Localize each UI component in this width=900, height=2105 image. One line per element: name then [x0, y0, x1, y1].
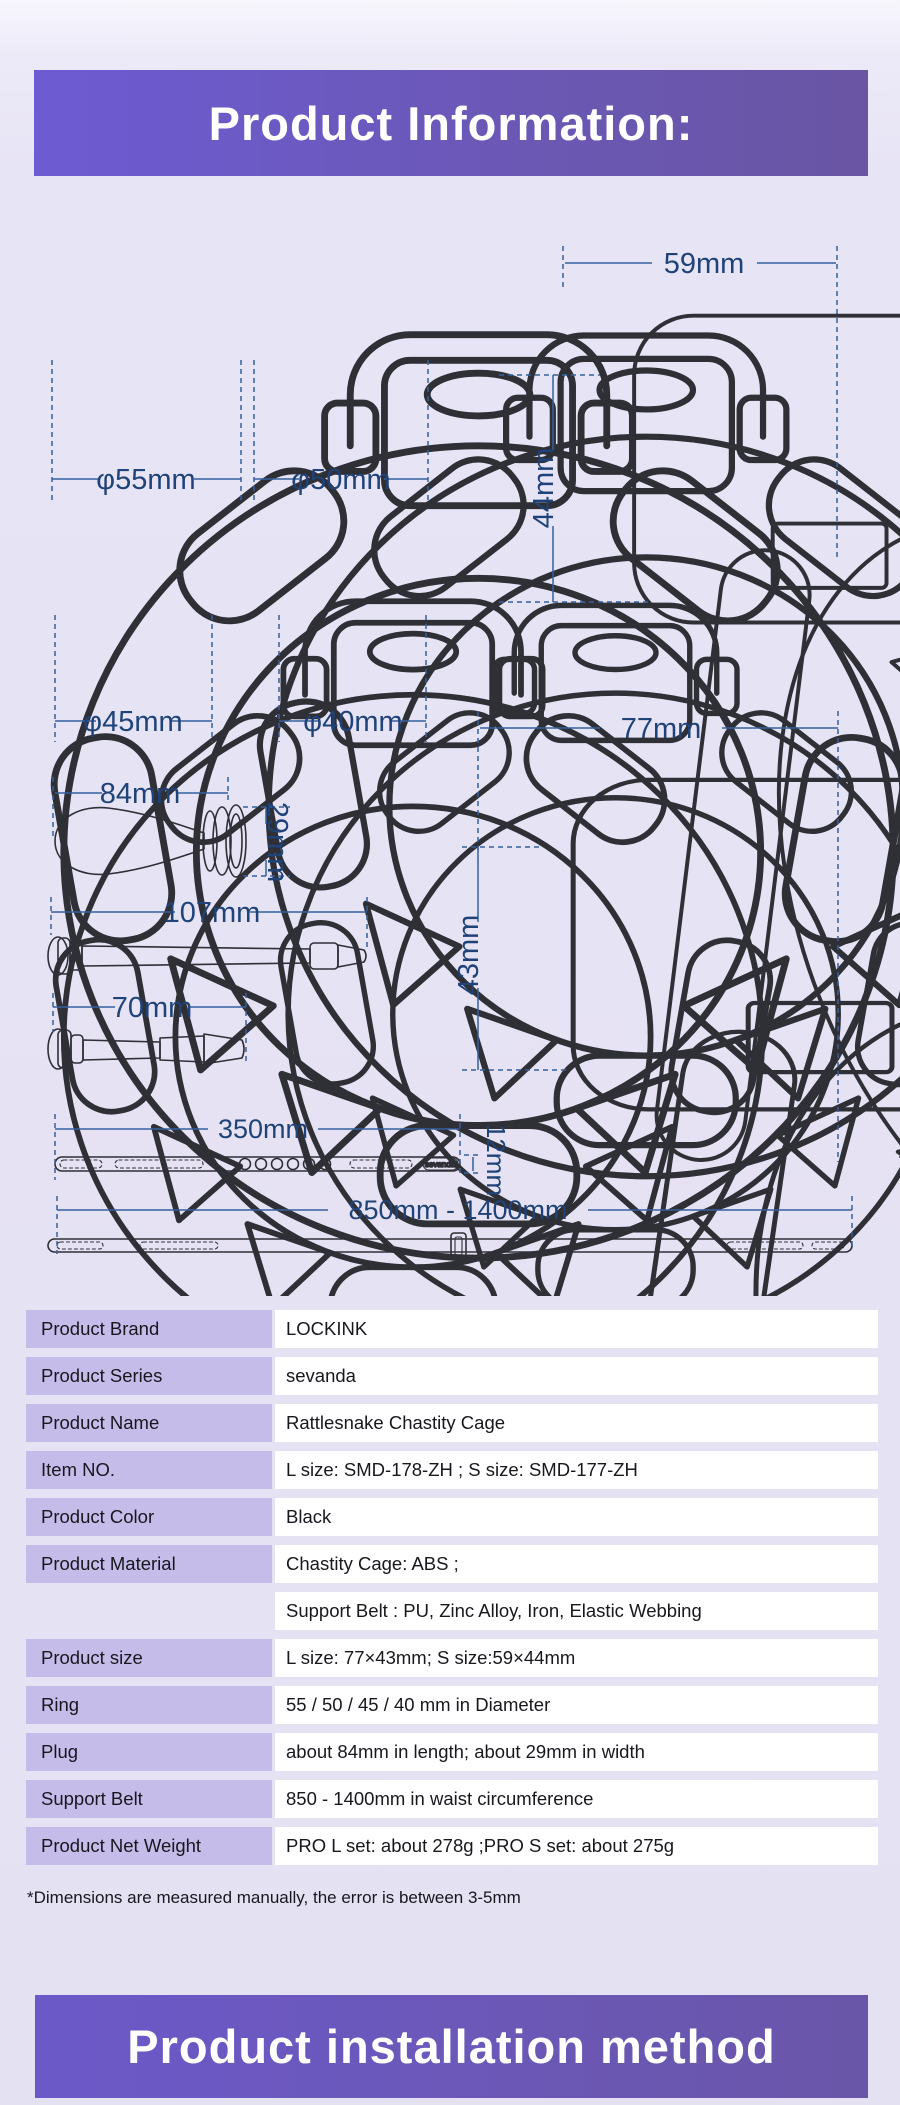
- table-row: [26, 1451, 878, 1489]
- dim-label-cage-large-width: 77mm: [620, 713, 702, 745]
- dim-label-cage-small-width: 59mm: [663, 248, 745, 280]
- table-row: [26, 1592, 878, 1630]
- dimension-diagram: [0, 176, 900, 1296]
- dim-label-strap-thickness: 12mm: [481, 1123, 511, 1197]
- dim-label-ring-55: φ55mm: [96, 464, 196, 496]
- spec-label: Product Color: [26, 1498, 272, 1536]
- section-title: Product Information:: [208, 96, 694, 150]
- table-row: [26, 1686, 878, 1724]
- table-row: [26, 1639, 878, 1677]
- dim-label-plug-length: 84mm: [99, 778, 181, 810]
- ring-50mm-drawing: [253, 335, 900, 1176]
- spec-label: Product Net Weight: [26, 1827, 272, 1865]
- dim-label-plug-width: 29mm: [261, 801, 293, 883]
- plug-drawing: [55, 805, 246, 877]
- table-row: [26, 1357, 878, 1395]
- spec-label: Product Name: [26, 1404, 272, 1442]
- table-row: [26, 1780, 878, 1818]
- spec-label: Ring: [26, 1686, 272, 1724]
- spec-label: Plug: [26, 1733, 272, 1771]
- spec-label: Item NO.: [26, 1451, 272, 1489]
- spec-table: [26, 1310, 878, 1874]
- dim-ring-45mm: [55, 615, 212, 742]
- section-title: Product installation method: [127, 2020, 776, 2073]
- spec-value: 55 / 50 / 45 / 40 mm in Diameter: [275, 1686, 878, 1724]
- dim-label-strap-length: 350mm: [217, 1114, 309, 1144]
- table-row: [26, 1545, 878, 1583]
- table-row: [26, 1733, 878, 1771]
- spec-label: Support Belt: [26, 1780, 272, 1818]
- spec-value: Black: [275, 1498, 878, 1536]
- spec-value: sevanda: [275, 1357, 878, 1395]
- spec-value: Support Belt : PU, Zinc Alloy, Iron, Elastic Webbing: [275, 1592, 878, 1630]
- spec-value: PRO L set: about 278g ;PRO S set: about 275g: [275, 1827, 878, 1865]
- spec-label: Product size: [26, 1639, 272, 1677]
- spec-label: Product Material: [26, 1545, 272, 1583]
- spec-value: L size: SMD-178-ZH ; S size: SMD-177-ZH: [275, 1451, 878, 1489]
- strap-brand-tag: sevanda: [424, 1160, 456, 1169]
- spec-value: about 84mm in length; about 29mm in width: [275, 1733, 878, 1771]
- spec-value: Chastity Cage: ABS ;: [275, 1545, 878, 1583]
- spec-value: Rattlesnake Chastity Cage: [275, 1404, 878, 1442]
- spec-value: L size: 77×43mm; S size:59×44mm: [275, 1639, 878, 1677]
- spec-label: Product Brand: [26, 1310, 272, 1348]
- dim-label-ring-40: φ40mm: [303, 706, 403, 738]
- spec-value: 850 - 1400mm in waist circumference: [275, 1780, 878, 1818]
- rod-long-drawing: [48, 937, 366, 975]
- dim-label-rod-long: 107mm: [163, 897, 261, 929]
- section-banner-product-information: [34, 70, 868, 176]
- dim-label-cage-small-height: 44mm: [528, 447, 560, 529]
- measurement-disclaimer: *Dimensions are measured manually, the error is between 3-5mm: [27, 1888, 521, 1907]
- table-row: [26, 1404, 878, 1442]
- dim-strap-length: [55, 1114, 460, 1180]
- spec-label-empty: [26, 1592, 272, 1630]
- table-row: [26, 1310, 878, 1348]
- spec-value: LOCKINK: [275, 1310, 878, 1348]
- dim-ring-50mm: [254, 360, 428, 502]
- table-row: [26, 1827, 878, 1865]
- belt-strap-drawing: [55, 1157, 460, 1171]
- dim-label-ring-50: φ50mm: [291, 464, 391, 496]
- dim-label-rod-short: 70mm: [111, 992, 193, 1024]
- dim-label-waist-belt: 850mm - 1400mm: [348, 1195, 568, 1225]
- dim-label-ring-45: φ45mm: [83, 706, 183, 738]
- dim-label-cage-large-height: 43mm: [453, 914, 485, 996]
- table-row: [26, 1498, 878, 1536]
- dim-ring-55mm: [52, 360, 241, 502]
- section-banner-installation-method: [35, 1995, 868, 2098]
- spec-label: Product Series: [26, 1357, 272, 1395]
